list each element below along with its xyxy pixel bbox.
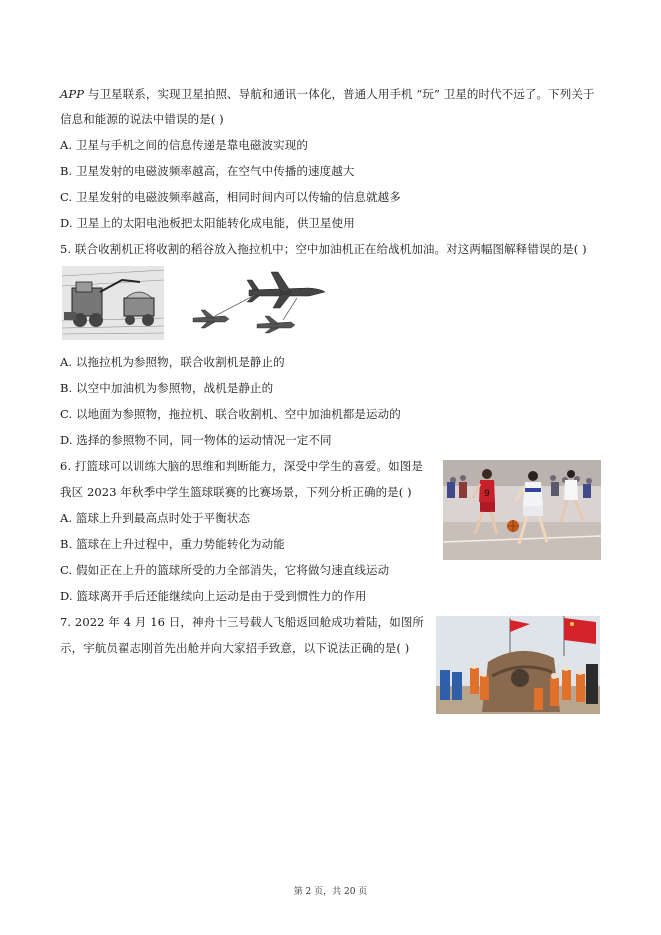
jersey-number: 9 [484, 489, 490, 499]
q6-stem-line2: 我区 2023 年秋季中学生篮球联赛的比赛场景，下列分析正确的是( ) [60, 485, 412, 499]
capsule-landing-photo [436, 616, 600, 714]
q7-stem-line1: 7. 2022 年 4 月 16 日，神舟十三号载人飞船返回舱成功着陆，如图所 [60, 615, 425, 629]
q5-option-b: B. 以空中加油机为参照物，战机是静止的 [60, 381, 274, 395]
q4-option-d: D. 卫星上的太阳电池板把太阳能转化成电能，供卫星使用 [60, 216, 355, 230]
app-term: APP [60, 87, 85, 101]
q6-option-c: C. 假如正在上升的篮球所受的力全部消失，它将做匀速直线运动 [60, 563, 390, 577]
harvester-image [62, 266, 164, 340]
q5-stem: 5. 联合收割机正将收割的稻谷放入拖拉机中；空中加油机正在给战机加油。对这两幅图解释错误的是( ) [60, 242, 587, 256]
q4-stem-line2: 信息和能源的说法中错误的是( ) [60, 112, 224, 126]
page-footer: 第 2 页，共 20 页 [293, 887, 368, 897]
q5-option-a: A. 以拖拉机为参照物，联合收割机是静止的 [60, 355, 285, 369]
q4-stem-line1: APP 与卫星联系，实现卫星拍照、导航和通讯一体化，普通人用手机 “玩” 卫星的时代不远了。下列关于 [60, 87, 595, 101]
q6-stem-line1: 6. 打篮球可以训练大脑的思维和判断能力，深受中学生的喜爱。如图是 [60, 459, 423, 473]
q7-stem-line2: 示，宇航员翟志刚首先出舱并向大家招手致意，以下说法正确的是( ) [60, 641, 410, 655]
q4-option-b: B. 卫星发射的电磁波频率越高，在空气中传播的速度越大 [60, 164, 355, 178]
q6-option-d: D. 篮球离开手后还能继续向上运动是由于受到惯性力的作用 [60, 589, 367, 603]
q4-option-a: A. 卫星与手机之间的信息传递是靠电磁波实现的 [60, 138, 308, 152]
q5-option-d: D. 选择的参照物不同，同一物体的运动情况一定不同 [60, 433, 332, 447]
q4-option-c: C. 卫星发射的电磁波频率越高，相同时间内可以传输的信息就越多 [60, 190, 401, 204]
q6-option-b: B. 篮球在上升过程中，重力势能转化为动能 [60, 537, 285, 551]
aerial-refueling-image [185, 268, 333, 334]
q5-option-c: C. 以地面为参照物，拖拉机、联合收割机、空中加油机都是运动的 [60, 407, 401, 421]
basketball-photo [443, 460, 601, 560]
q6-option-a: A. 篮球上升到最高点时处于平衡状态 [60, 511, 250, 525]
